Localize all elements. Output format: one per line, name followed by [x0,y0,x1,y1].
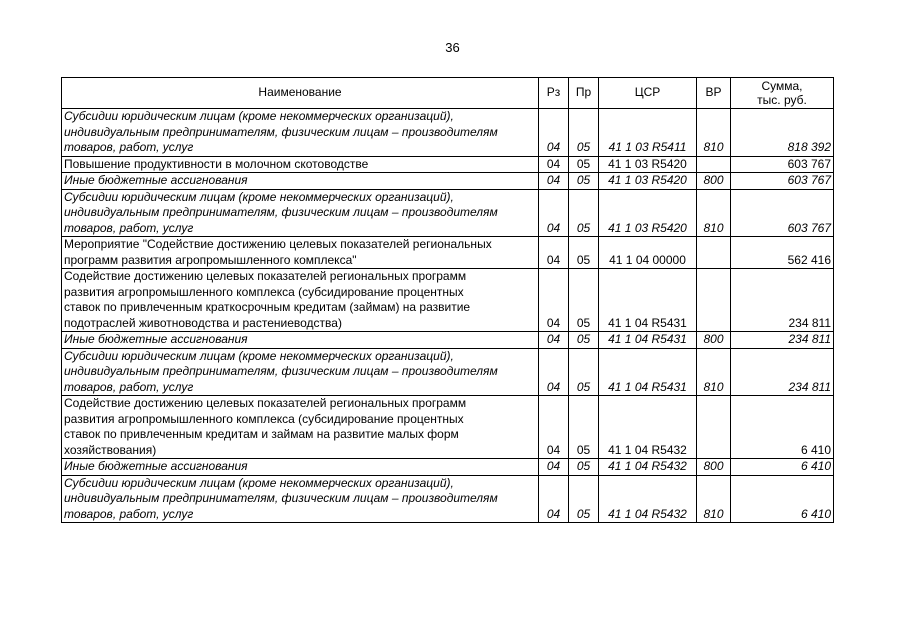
table-row [62,459,834,476]
header-vr: ВР [697,78,731,109]
row-name-line: Содействие достижению целевых показателей региональных программ [64,269,467,283]
table-row [62,173,834,190]
header-sum-line1: Сумма, [761,79,803,93]
row-pr: 05 [569,109,599,157]
row-sum: 818 392 [731,109,834,157]
row-rz: 04 [539,269,569,332]
table-header-row [62,78,834,109]
row-pr: 05 [569,396,599,459]
row-vr: 810 [697,475,731,523]
row-rz: 04 [539,332,569,349]
row-name-line: индивидуальным предпринимателям, физическим лицам – производителям [64,364,498,378]
row-name-line: хозяйствования) [64,442,157,457]
row-csr: 41 1 04 R5432 [599,459,697,476]
row-pr: 05 [569,332,599,349]
row-name-line: развития агропромышленного комплекса (субсидирование процентных [64,411,464,426]
row-sum: 562 416 [731,237,834,269]
row-name [62,156,539,173]
row-vr: 810 [697,109,731,157]
row-csr: 41 1 04 R5431 [599,348,697,396]
table-row [62,332,834,349]
row-vr [697,237,731,269]
row-name-line: ставок по привлеченным кредитам и займам на развитие малых форм [64,427,459,441]
table-row [62,475,834,523]
row-name [62,348,539,396]
row-rz: 04 [539,189,569,237]
table-row [62,396,834,459]
row-name-line: Мероприятие "Содействие достижению целевых показателей региональных [64,237,492,251]
row-pr: 05 [569,269,599,332]
row-vr: 800 [697,332,731,349]
table-row [62,348,834,396]
header-rz: Рз [539,78,569,109]
row-name-line: Субсидии юридическим лицам (кроме некоммерческих организаций), [64,475,454,490]
row-pr: 05 [569,189,599,237]
row-pr: 05 [569,237,599,269]
row-name-line: индивидуальным предпринимателям, физическим лицам – производителям [64,124,498,139]
row-rz: 04 [539,109,569,157]
row-name [62,189,539,237]
row-name-line: Иные бюджетные ассигнования [64,332,248,346]
row-rz: 04 [539,173,569,190]
table-row [62,156,834,173]
row-name [62,173,539,190]
row-csr: 41 1 03 R5411 [599,109,697,157]
row-csr: 41 1 04 00000 [599,237,697,269]
row-sum: 234 811 [731,332,834,349]
row-vr: 800 [697,173,731,190]
row-sum: 603 767 [731,173,834,190]
header-name: Наименование [62,78,539,109]
row-name [62,237,539,269]
header-sum [731,78,834,109]
row-name-line: программ развития агропромышленного комплекса" [64,252,357,267]
row-name-line: индивидуальным предпринимателям, физическим лицам – производителям [64,205,498,219]
row-rz: 04 [539,156,569,173]
table-row [62,109,834,157]
row-name [62,459,539,476]
row-vr: 810 [697,348,731,396]
row-name-line: товаров, работ, услуг [64,220,194,235]
row-name-line: ставок по привлеченным краткосрочным кредитам (займам) на развитие [64,300,471,314]
row-csr: 41 1 03 R5420 [599,189,697,237]
row-vr: 800 [697,459,731,476]
row-rz: 04 [539,348,569,396]
row-name-line: Иные бюджетные ассигнования [64,459,248,473]
row-sum: 6 410 [731,396,834,459]
row-name-line: товаров, работ, услуг [64,140,194,154]
row-pr: 05 [569,475,599,523]
table-row [62,237,834,269]
table-row [62,189,834,237]
row-name-line: Субсидии юридическим лицам (кроме некоммерческих организаций), [64,109,454,123]
row-name [62,109,539,157]
row-name-line: индивидуальным предпринимателям, физическим лицам – производителям [64,491,498,505]
row-name-line: Субсидии юридическим лицам (кроме некоммерческих организаций), [64,348,454,363]
row-name-line: товаров, работ, услуг [64,379,194,394]
budget-table [61,77,834,523]
header-csr: ЦСР [599,78,697,109]
row-pr: 05 [569,459,599,476]
row-pr: 05 [569,348,599,396]
row-name-line: Субсидии юридическим лицам (кроме некоммерческих организаций), [64,189,454,204]
row-name [62,269,539,332]
row-sum: 6 410 [731,475,834,523]
row-pr: 05 [569,156,599,173]
row-rz: 04 [539,237,569,269]
row-rz: 04 [539,396,569,459]
row-rz: 04 [539,475,569,523]
row-csr: 41 1 03 R5420 [599,173,697,190]
row-vr [697,396,731,459]
page-number: 36 [445,40,460,55]
row-pr: 05 [569,173,599,190]
row-vr: 810 [697,189,731,237]
header-sum-line2: тыс. руб. [757,93,807,107]
row-sum: 234 811 [731,348,834,396]
row-csr: 41 1 03 R5420 [599,156,697,173]
row-csr: 41 1 04 R5431 [599,332,697,349]
row-sum: 603 767 [731,156,834,173]
row-name [62,332,539,349]
row-vr [697,156,731,173]
row-name-line: развития агропромышленного комплекса (субсидирование процентных [64,284,464,299]
row-name-line: Иные бюджетные ассигнования [64,173,248,187]
row-rz: 04 [539,459,569,476]
row-vr [697,269,731,332]
row-name-line: товаров, работ, услуг [64,506,194,521]
row-name [62,396,539,459]
table-row [62,269,834,332]
row-csr: 41 1 04 R5432 [599,475,697,523]
header-pr: Пр [569,78,599,109]
row-sum: 603 767 [731,189,834,237]
row-csr: 41 1 04 R5431 [599,269,697,332]
row-sum: 234 811 [731,269,834,332]
row-csr: 41 1 04 R5432 [599,396,697,459]
row-name-line: Содействие достижению целевых показателей региональных программ [64,396,467,410]
row-name-line: Повышение продуктивности в молочном скотоводстве [64,156,369,171]
row-name [62,475,539,523]
row-sum: 6 410 [731,459,834,476]
row-name-line: подотраслей животноводства и растениеводства) [64,315,342,330]
